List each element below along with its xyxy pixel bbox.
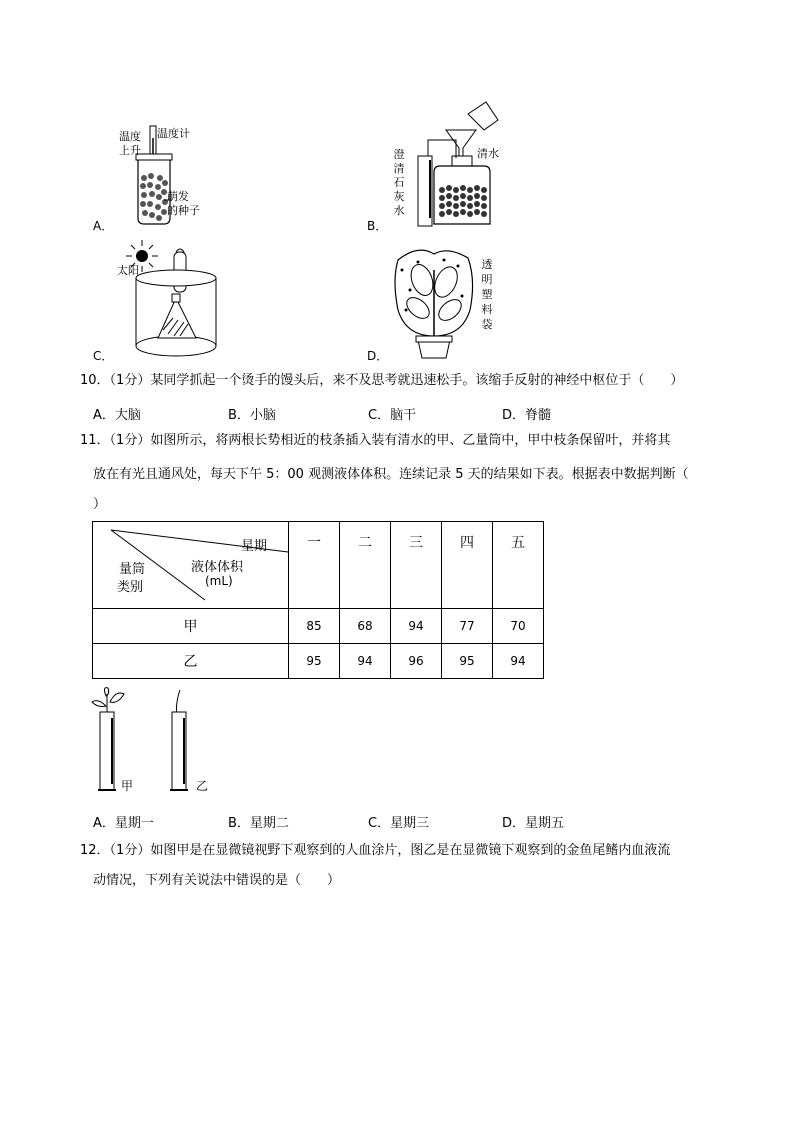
volume-table [92,521,544,679]
q11-option-a[interactable]: A．星期一 [93,816,154,831]
day-header: 三 [391,522,442,609]
temp-rise-label-2: 上升 [119,144,141,157]
header-volume-label-1: 液体体积 [191,560,244,575]
table-header-diagonal-cell [93,522,289,609]
q11-option-b[interactable]: B．星期二 [228,816,289,831]
row-name: 乙 [93,644,289,679]
question-12-stem-line-2: 动情况，下列有关说法中错误的是（ ） [93,873,341,888]
table-row [93,609,544,644]
question-10-stem: 10．（1分）某同学抓起一个烫手的馒头后，来不及思考就迅速松手。该缩手反射的神经中枢位于（ ） [80,373,684,388]
limewater-bottle-illustration [406,100,506,230]
plant-under-bell-jar-illustration [118,238,218,360]
temp-rise-label-1: 温度 [119,130,141,143]
question-12-stem-line-1: 12．（1分）如图甲是在显微镜视野下观察到的人血涂片，图乙是在显微镜下观察到的金鱼尾鳍内血液流 [80,843,671,858]
cylinder-yi-label: 乙 [196,779,209,793]
figure-b-letter: B． [367,219,388,233]
figure-d-letter: D． [367,349,389,363]
question-11-stem-line-3: ） [93,497,107,512]
day-header: 五 [493,522,544,609]
header-type-label-2: 类别 [117,580,144,595]
limewater-label-2: 石 [393,176,405,189]
seeds-label-1: 萌发 [167,190,189,203]
header-week-label: 星期 [241,539,268,554]
measuring-cylinders-illustration [88,686,213,798]
sun-label: 太阳 [117,264,139,277]
limewater-label-4: 水 [393,204,405,217]
day-header: 四 [442,522,493,609]
q11-option-c[interactable]: C．星期三 [368,816,430,831]
bag-label-0: 透 [481,258,493,271]
bag-label-1: 明 [481,273,493,286]
q11-option-d[interactable]: D．星期五 [502,816,565,831]
limewater-label-1: 清 [393,162,405,175]
limewater-label-0: 澄 [393,148,405,161]
bag-label-2: 塑 [481,288,493,301]
question-11-stem-line-1: 11．（1分）如图所示，将两根长势相近的枝条插入装有清水的甲、乙量筒中，甲中枝条保留叶，并将其 [80,433,671,448]
cylinder-jia-label: 甲 [121,779,134,793]
figure-a-letter: A． [93,219,114,233]
question-11-stem-line-2: 放在有光且通风处，每天下午 5：00 观测液体体积。连续记录 5 天的结果如下表。根据表中数据判断（ [93,467,689,482]
cell-value: 95 [442,644,493,679]
q10-option-b[interactable]: B．小脑 [228,408,276,423]
row-name: 甲 [93,609,289,644]
header-type-label-1: 量筒 [119,562,146,577]
plant-in-plastic-bag-illustration [388,240,478,362]
table-row [93,644,544,679]
water-label: 清水 [477,147,499,160]
cell-value: 95 [289,644,340,679]
cell-value: 70 [493,609,544,644]
q10-option-d[interactable]: D．脊髓 [502,408,552,423]
day-header: 二 [340,522,391,609]
cell-value: 94 [340,644,391,679]
cell-value: 96 [391,644,442,679]
bag-label-4: 袋 [481,318,493,331]
limewater-label-3: 灰 [393,190,405,203]
seeds-label-2: 的种子 [167,204,200,217]
q10-option-a[interactable]: A．大脑 [93,408,141,423]
bag-label-3: 料 [481,303,493,316]
header-volume-label-2: (mL) [205,574,233,588]
thermometer-label: 温度计 [157,127,190,140]
q10-option-c[interactable]: C．脑干 [368,408,417,423]
cell-value: 85 [289,609,340,644]
cell-value: 94 [493,644,544,679]
day-header: 一 [289,522,340,609]
cell-value: 68 [340,609,391,644]
cell-value: 77 [442,609,493,644]
figure-c-letter: C． [93,349,114,363]
cell-value: 94 [391,609,442,644]
